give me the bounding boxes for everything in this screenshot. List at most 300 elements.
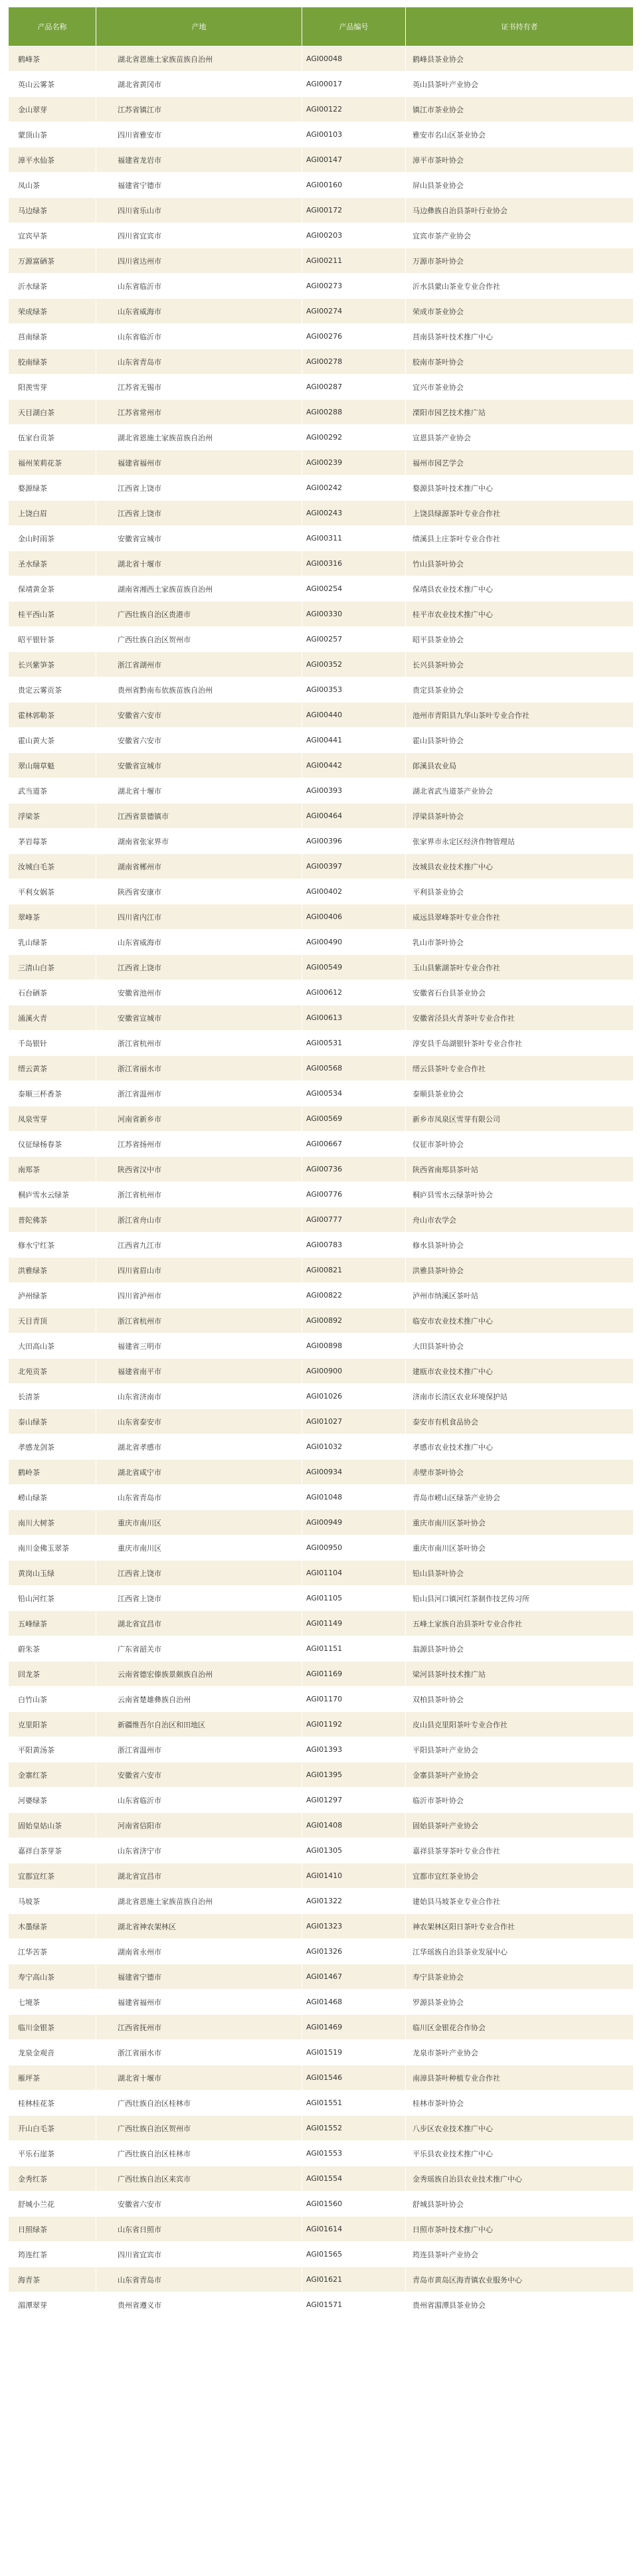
origin-cell: 湖北省宜昌市 bbox=[96, 1611, 302, 1636]
product-name-cell: 江华苦茶 bbox=[9, 1939, 96, 1964]
product-code-cell: AGI00441 bbox=[302, 728, 406, 753]
product-name-cell: 霍林郭勒茶 bbox=[9, 703, 96, 728]
product-code-cell: AGI01571 bbox=[302, 2292, 406, 2318]
product-name-cell: 漳平水仙茶 bbox=[9, 147, 96, 173]
product-name-cell: 泰顺三杯香茶 bbox=[9, 1081, 96, 1106]
table-row bbox=[9, 97, 634, 122]
product-code-cell: AGI01395 bbox=[302, 1762, 406, 1788]
origin-cell: 重庆市南川区 bbox=[96, 1535, 302, 1561]
table-row bbox=[9, 1308, 634, 1333]
origin-cell: 云南省德宏傣族景颇族自治州 bbox=[96, 1662, 302, 1687]
product-name-cell: 汝城白毛茶 bbox=[9, 854, 96, 879]
origin-cell: 湖北省恩施土家族苗族自治州 bbox=[96, 46, 302, 72]
origin-cell: 浙江省湖州市 bbox=[96, 652, 302, 677]
product-name-cell: 荣成绿茶 bbox=[9, 299, 96, 324]
certificate-holder-cell: 缙云县茶叶专业合作社 bbox=[406, 1056, 634, 1081]
table-row bbox=[9, 2116, 634, 2141]
product-code-cell: AGI01468 bbox=[302, 1990, 406, 2015]
origin-cell: 福建省龙岩市 bbox=[96, 147, 302, 173]
origin-cell: 江西省景德镇市 bbox=[96, 804, 302, 829]
origin-cell: 山东省泰安市 bbox=[96, 1409, 302, 1434]
product-code-cell: AGI01551 bbox=[302, 2091, 406, 2116]
table-row bbox=[9, 1611, 634, 1636]
table-row bbox=[9, 1662, 634, 1687]
certificate-holder-cell: 莒南县茶叶技术推广中心 bbox=[406, 324, 634, 349]
certificate-holder-cell: 池州市青阳县九华山茶叶专业合作社 bbox=[406, 703, 634, 728]
certificate-holder-cell: 桂林市茶叶协会 bbox=[406, 2091, 634, 2116]
origin-cell: 浙江省杭州市 bbox=[96, 1308, 302, 1333]
product-code-cell: AGI00172 bbox=[302, 198, 406, 223]
product-code-cell: AGI00273 bbox=[302, 274, 406, 299]
table-row bbox=[9, 652, 634, 677]
certificate-holder-cell: 宜都市宜红茶业协会 bbox=[406, 1863, 634, 1889]
table-row bbox=[9, 955, 634, 980]
certificate-holder-cell: 淳安县千岛湖银针茶叶专业合作社 bbox=[406, 1031, 634, 1056]
product-name-cell: 蔚朱茶 bbox=[9, 1636, 96, 1662]
certificate-holder-cell: 霍山县茶叶协会 bbox=[406, 728, 634, 753]
table-row bbox=[9, 2015, 634, 2040]
certificate-holder-cell: 绩溪县上庄茶叶专业合作社 bbox=[406, 526, 634, 551]
origin-cell: 四川省眉山市 bbox=[96, 1258, 302, 1283]
certificate-holder-cell: 长兴县茶叶协会 bbox=[406, 652, 634, 677]
origin-cell: 山东省济宁市 bbox=[96, 1838, 302, 1863]
origin-cell: 广西壮族自治区桂林市 bbox=[96, 2141, 302, 2166]
table-row bbox=[9, 728, 634, 753]
table-row bbox=[9, 1687, 634, 1712]
product-name-cell: 三清山白茶 bbox=[9, 955, 96, 980]
product-code-cell: AGI00257 bbox=[302, 627, 406, 652]
table-row bbox=[9, 1964, 634, 1990]
header-certificate-holder: 证书持有者 bbox=[406, 7, 634, 46]
product-name-cell: 长兴紫笋茶 bbox=[9, 652, 96, 677]
certificate-holder-cell: 郎溪县农业局 bbox=[406, 753, 634, 778]
origin-cell: 江苏省扬州市 bbox=[96, 1132, 302, 1157]
certificate-holder-cell: 翁源县茶叶协会 bbox=[406, 1636, 634, 1662]
table-row bbox=[9, 198, 634, 223]
origin-cell: 山东省临沂市 bbox=[96, 1788, 302, 1813]
origin-cell: 江西省九江市 bbox=[96, 1233, 302, 1258]
origin-cell: 福建省福州市 bbox=[96, 1990, 302, 2015]
origin-cell: 四川省内江市 bbox=[96, 904, 302, 930]
table-row bbox=[9, 1434, 634, 1460]
table-row bbox=[9, 1990, 634, 2015]
certificate-holder-cell: 舒城县茶叶协会 bbox=[406, 2191, 634, 2217]
product-code-cell: AGI00393 bbox=[302, 778, 406, 804]
certificate-holder-cell: 贵定县茶业协会 bbox=[406, 677, 634, 703]
product-code-cell: AGI00531 bbox=[302, 1031, 406, 1056]
product-code-cell: AGI00311 bbox=[302, 526, 406, 551]
product-code-cell: AGI01393 bbox=[302, 1737, 406, 1762]
product-code-cell: AGI00900 bbox=[302, 1359, 406, 1384]
origin-cell: 河南省信阳市 bbox=[96, 1813, 302, 1838]
product-name-cell: 桐庐雪水云绿茶 bbox=[9, 1182, 96, 1207]
table-row bbox=[9, 2091, 634, 2116]
certificate-holder-cell: 泸州市纳溪区茶叶站 bbox=[406, 1283, 634, 1308]
product-name-cell: 宜都宜红茶 bbox=[9, 1863, 96, 1889]
product-name-cell: 南郑茶 bbox=[9, 1157, 96, 1182]
product-name-cell: 翠山瑞草魁 bbox=[9, 753, 96, 778]
certificate-holder-cell: 乳山市茶叶协会 bbox=[406, 930, 634, 955]
origin-cell: 山东省青岛市 bbox=[96, 349, 302, 375]
product-code-cell: AGI00568 bbox=[302, 1056, 406, 1081]
product-name-cell: 孝感龙剑茶 bbox=[9, 1434, 96, 1460]
certificate-holder-cell: 赤壁市茶叶协会 bbox=[406, 1460, 634, 1485]
origin-cell: 浙江省丽水市 bbox=[96, 1056, 302, 1081]
product-name-cell: 大田高山茶 bbox=[9, 1333, 96, 1359]
product-name-cell: 河婆绿茶 bbox=[9, 1788, 96, 1813]
certificate-holder-cell: 宜宾市茶产业协会 bbox=[406, 223, 634, 248]
origin-cell: 江苏省镇江市 bbox=[96, 97, 302, 122]
origin-cell: 山东省威海市 bbox=[96, 930, 302, 955]
product-code-cell: AGI00292 bbox=[302, 425, 406, 450]
table-row bbox=[9, 324, 634, 349]
certificate-holder-cell: 雅安市名山区茶业协会 bbox=[406, 122, 634, 147]
origin-cell: 浙江省舟山市 bbox=[96, 1207, 302, 1233]
certificate-holder-cell: 金寨县茶叶产业协会 bbox=[406, 1762, 634, 1788]
origin-cell: 浙江省温州市 bbox=[96, 1081, 302, 1106]
table-row bbox=[9, 854, 634, 879]
table-row bbox=[9, 2040, 634, 2065]
origin-cell: 山东省济南市 bbox=[96, 1384, 302, 1409]
product-code-cell: AGI00613 bbox=[302, 1005, 406, 1031]
product-code-cell: AGI00203 bbox=[302, 223, 406, 248]
table-row bbox=[9, 2217, 634, 2242]
product-name-cell: 泸州绿茶 bbox=[9, 1283, 96, 1308]
product-code-cell: AGI01614 bbox=[302, 2217, 406, 2242]
certificate-holder-cell: 重庆市南川区茶叶协会 bbox=[406, 1535, 634, 1561]
product-code-cell: AGI01026 bbox=[302, 1384, 406, 1409]
product-name-cell: 茅岩莓茶 bbox=[9, 829, 96, 854]
certificate-holder-cell: 平利县茶业协会 bbox=[406, 879, 634, 904]
table-row bbox=[9, 1762, 634, 1788]
certificate-holder-cell: 大田县茶叶协会 bbox=[406, 1333, 634, 1359]
product-name-cell: 圣水绿茶 bbox=[9, 551, 96, 576]
header-product-code: 产品编号 bbox=[302, 7, 406, 46]
origin-cell: 湖北省十堰市 bbox=[96, 2065, 302, 2091]
table-row bbox=[9, 930, 634, 955]
product-code-cell: AGI00776 bbox=[302, 1182, 406, 1207]
origin-cell: 陕西省安康市 bbox=[96, 879, 302, 904]
product-code-cell: AGI01297 bbox=[302, 1788, 406, 1813]
table-row bbox=[9, 1384, 634, 1409]
product-name-cell: 乳山绿茶 bbox=[9, 930, 96, 955]
product-name-cell: 英山云雾茶 bbox=[9, 72, 96, 97]
product-name-cell: 木墨绿茶 bbox=[9, 1914, 96, 1939]
certificate-holder-cell: 万源市茶叶协会 bbox=[406, 248, 634, 274]
product-name-cell: 北苑贡茶 bbox=[9, 1359, 96, 1384]
origin-cell: 湖南省郴州市 bbox=[96, 854, 302, 879]
origin-cell: 四川省宜宾市 bbox=[96, 2242, 302, 2267]
product-code-cell: AGI00243 bbox=[302, 501, 406, 526]
table-row bbox=[9, 1258, 634, 1283]
origin-cell: 浙江省温州市 bbox=[96, 1737, 302, 1762]
product-name-cell: 筠连红茶 bbox=[9, 2242, 96, 2267]
table-row bbox=[9, 1813, 634, 1838]
certificate-holder-cell: 沂水县蒙山茶业专业合作社 bbox=[406, 274, 634, 299]
certificate-holder-cell: 宣恩县茶产业协会 bbox=[406, 425, 634, 450]
certificate-holder-cell: 平阳县茶叶产业协会 bbox=[406, 1737, 634, 1762]
table-row bbox=[9, 1182, 634, 1207]
origin-cell: 贵州省遵义市 bbox=[96, 2292, 302, 2318]
product-code-cell: AGI00406 bbox=[302, 904, 406, 930]
origin-cell: 福建省宁德市 bbox=[96, 1964, 302, 1990]
origin-cell: 安徽省池州市 bbox=[96, 980, 302, 1005]
table-row bbox=[9, 1283, 634, 1308]
origin-cell: 湖北省孝感市 bbox=[96, 1434, 302, 1460]
certificate-holder-cell: 皮山县克里阳茶叶专业合作社 bbox=[406, 1712, 634, 1737]
table-row bbox=[9, 1535, 634, 1561]
table-row bbox=[9, 1737, 634, 1762]
product-code-cell: AGI00822 bbox=[302, 1283, 406, 1308]
product-name-cell: 黄岗山玉绿 bbox=[9, 1561, 96, 1586]
origin-cell: 安徽省六安市 bbox=[96, 2191, 302, 2217]
certificate-holder-cell: 威远县翠峰茶叶专业合作社 bbox=[406, 904, 634, 930]
product-name-cell: 昭平银针茶 bbox=[9, 627, 96, 652]
product-code-cell: AGI01621 bbox=[302, 2267, 406, 2292]
certificate-holder-cell: 保靖县农业技术推广中心 bbox=[406, 576, 634, 602]
certificate-holder-cell: 桂平市农业技术推广中心 bbox=[406, 602, 634, 627]
product-name-cell: 湄潭翠芽 bbox=[9, 2292, 96, 2318]
product-code-cell: AGI01192 bbox=[302, 1712, 406, 1737]
certificate-holder-cell: 南漳县茶叶种植专业合作社 bbox=[406, 2065, 634, 2091]
certificate-holder-cell: 八步区农业技术推广中心 bbox=[406, 2116, 634, 2141]
origin-cell: 四川省达州市 bbox=[96, 248, 302, 274]
product-name-cell: 保靖黄金茶 bbox=[9, 576, 96, 602]
origin-cell: 福建省宁德市 bbox=[96, 173, 302, 198]
certificate-holder-cell: 张家界市永定区经济作物管理站 bbox=[406, 829, 634, 854]
origin-cell: 湖南省湘西土家族苗族自治州 bbox=[96, 576, 302, 602]
table-row bbox=[9, 627, 634, 652]
product-code-cell: AGI01469 bbox=[302, 2015, 406, 2040]
origin-cell: 四川省宜宾市 bbox=[96, 223, 302, 248]
product-name-cell: 凤山茶 bbox=[9, 173, 96, 198]
origin-cell: 福建省南平市 bbox=[96, 1359, 302, 1384]
origin-cell: 湖南省张家界市 bbox=[96, 829, 302, 854]
product-name-cell: 寿宁高山茶 bbox=[9, 1964, 96, 1990]
product-code-cell: AGI01027 bbox=[302, 1409, 406, 1434]
product-name-cell: 天目湖白茶 bbox=[9, 400, 96, 425]
product-code-cell: AGI01553 bbox=[302, 2141, 406, 2166]
certificate-holder-cell: 玉山县紫湖茶叶专业合作社 bbox=[406, 955, 634, 980]
origin-cell: 湖北省恩施土家族苗族自治州 bbox=[96, 425, 302, 450]
product-name-cell: 崂山绿茶 bbox=[9, 1485, 96, 1510]
table-row bbox=[9, 2065, 634, 2091]
table-row bbox=[9, 1636, 634, 1662]
product-code-cell: AGI01104 bbox=[302, 1561, 406, 1586]
origin-cell: 河南省新乡市 bbox=[96, 1106, 302, 1132]
table-row bbox=[9, 1586, 634, 1611]
product-name-cell: 金山时雨茶 bbox=[9, 526, 96, 551]
product-name-cell: 平利女娲茶 bbox=[9, 879, 96, 904]
table-row bbox=[9, 753, 634, 778]
product-name-cell: 万源富硒茶 bbox=[9, 248, 96, 274]
product-name-cell: 固始皇姑山茶 bbox=[9, 1813, 96, 1838]
certificate-holder-cell: 胶南市茶叶协会 bbox=[406, 349, 634, 375]
origin-cell: 广西壮族自治区贺州市 bbox=[96, 627, 302, 652]
origin-cell: 福建省福州市 bbox=[96, 450, 302, 475]
table-row bbox=[9, 2292, 634, 2318]
table-row bbox=[9, 147, 634, 173]
origin-cell: 贵州省黔南布依族苗族自治州 bbox=[96, 677, 302, 703]
origin-cell: 四川省雅安市 bbox=[96, 122, 302, 147]
origin-cell: 安徽省宣城市 bbox=[96, 753, 302, 778]
product-code-cell: AGI01169 bbox=[302, 1662, 406, 1687]
product-name-cell: 龙泉金观音 bbox=[9, 2040, 96, 2065]
certificate-holder-cell: 安徽省泾县火青茶叶专业合作社 bbox=[406, 1005, 634, 1031]
product-name-cell: 南川大树茶 bbox=[9, 1510, 96, 1535]
origin-cell: 广西壮族自治区来宾市 bbox=[96, 2166, 302, 2191]
origin-cell: 安徽省六安市 bbox=[96, 1762, 302, 1788]
certificate-holder-cell: 青岛市黄岛区海青镇农业服务中心 bbox=[406, 2267, 634, 2292]
certificate-holder-cell: 青岛市崂山区绿茶产业协会 bbox=[406, 1485, 634, 1510]
table-row bbox=[9, 1838, 634, 1863]
certificate-holder-cell: 临川区金银花合作协会 bbox=[406, 2015, 634, 2040]
origin-cell: 重庆市南川区 bbox=[96, 1510, 302, 1535]
product-code-cell: AGI00147 bbox=[302, 147, 406, 173]
product-code-cell: AGI00316 bbox=[302, 551, 406, 576]
product-code-cell: AGI01322 bbox=[302, 1889, 406, 1914]
product-code-cell: AGI00612 bbox=[302, 980, 406, 1005]
origin-cell: 安徽省宣城市 bbox=[96, 526, 302, 551]
product-code-cell: AGI01554 bbox=[302, 2166, 406, 2191]
product-name-cell: 上饶白眉 bbox=[9, 501, 96, 526]
header-product-name: 产品名称 bbox=[9, 7, 96, 46]
product-code-cell: AGI01519 bbox=[302, 2040, 406, 2065]
product-code-cell: AGI00777 bbox=[302, 1207, 406, 1233]
table-row bbox=[9, 1712, 634, 1737]
product-name-cell: 回龙茶 bbox=[9, 1662, 96, 1687]
table-row bbox=[9, 1359, 634, 1384]
product-name-cell: 福州茉莉花茶 bbox=[9, 450, 96, 475]
certificate-holder-cell: 固始县茶叶产业协会 bbox=[406, 1813, 634, 1838]
product-code-cell: AGI01149 bbox=[302, 1611, 406, 1636]
product-code-cell: AGI01032 bbox=[302, 1434, 406, 1460]
origin-cell: 江苏省无锡市 bbox=[96, 375, 302, 400]
table-row bbox=[9, 274, 634, 299]
product-code-cell: AGI00242 bbox=[302, 475, 406, 501]
product-code-cell: AGI00950 bbox=[302, 1535, 406, 1561]
product-code-cell: AGI00353 bbox=[302, 677, 406, 703]
product-name-cell: 铅山河红茶 bbox=[9, 1586, 96, 1611]
product-code-cell: AGI00017 bbox=[302, 72, 406, 97]
table-row bbox=[9, 804, 634, 829]
table-row bbox=[9, 526, 634, 551]
certificate-holder-cell: 济南市长清区农业环境保护站 bbox=[406, 1384, 634, 1409]
product-name-cell: 鹤峰茶 bbox=[9, 46, 96, 72]
certificate-holder-cell: 嘉祥县茶芽茶叶专业合作社 bbox=[406, 1838, 634, 1863]
product-name-cell: 克里阳茶 bbox=[9, 1712, 96, 1737]
origin-cell: 山东省威海市 bbox=[96, 299, 302, 324]
certificate-holder-cell: 孝感市农业技术推广中心 bbox=[406, 1434, 634, 1460]
table-row bbox=[9, 1460, 634, 1485]
table-row bbox=[9, 122, 634, 147]
certificate-holder-cell: 汝城县农业技术推广中心 bbox=[406, 854, 634, 879]
table-row bbox=[9, 1485, 634, 1510]
certificate-holder-cell: 五峰土家族自治县茶叶专业合作社 bbox=[406, 1611, 634, 1636]
product-name-cell: 海青茶 bbox=[9, 2267, 96, 2292]
table-row bbox=[9, 2191, 634, 2217]
table-row bbox=[9, 223, 634, 248]
table-row bbox=[9, 703, 634, 728]
certificate-holder-cell: 江华瑶族自治县茶业发展中心 bbox=[406, 1939, 634, 1964]
certificate-holder-cell: 镇江市茶业协会 bbox=[406, 97, 634, 122]
origin-cell: 山东省临沂市 bbox=[96, 274, 302, 299]
product-code-cell: AGI00396 bbox=[302, 829, 406, 854]
product-name-cell: 缙云黄茶 bbox=[9, 1056, 96, 1081]
certificate-holder-cell: 铅山县河口镇河红茶制作技艺传习所 bbox=[406, 1586, 634, 1611]
product-code-cell: AGI01552 bbox=[302, 2116, 406, 2141]
origin-cell: 湖北省神农架林区 bbox=[96, 1914, 302, 1939]
product-code-cell: AGI00048 bbox=[302, 46, 406, 72]
table-row bbox=[9, 778, 634, 804]
certificate-holder-cell: 寿宁县茶业协会 bbox=[406, 1964, 634, 1990]
product-name-cell: 金秀红茶 bbox=[9, 2166, 96, 2191]
origin-cell: 浙江省杭州市 bbox=[96, 1182, 302, 1207]
table-row bbox=[9, 1157, 634, 1182]
table-row bbox=[9, 1510, 634, 1535]
origin-cell: 广西壮族自治区贺州市 bbox=[96, 2116, 302, 2141]
origin-cell: 湖北省恩施土家族苗族自治州 bbox=[96, 1889, 302, 1914]
table-row bbox=[9, 551, 634, 576]
certificate-holder-cell: 宜兴市茶业协会 bbox=[406, 375, 634, 400]
table-row bbox=[9, 349, 634, 375]
table-row bbox=[9, 299, 634, 324]
certificate-holder-cell: 婺源县茶叶技术推广中心 bbox=[406, 475, 634, 501]
origin-cell: 湖北省十堰市 bbox=[96, 551, 302, 576]
table-row bbox=[9, 46, 634, 72]
product-code-cell: AGI00254 bbox=[302, 576, 406, 602]
product-name-cell: 凤泉雪芽 bbox=[9, 1106, 96, 1132]
product-name-cell: 修水宁红茶 bbox=[9, 1233, 96, 1258]
product-name-cell: 宜宾早茶 bbox=[9, 223, 96, 248]
product-name-cell: 白竹山茶 bbox=[9, 1687, 96, 1712]
product-name-cell: 金山翠芽 bbox=[9, 97, 96, 122]
table-row bbox=[9, 576, 634, 602]
certificate-holder-cell: 漳平市茶叶协会 bbox=[406, 147, 634, 173]
product-code-cell: AGI00274 bbox=[302, 299, 406, 324]
origin-cell: 江西省上饶市 bbox=[96, 501, 302, 526]
table-header bbox=[9, 7, 634, 46]
origin-cell: 湖北省咸宁市 bbox=[96, 1460, 302, 1485]
product-name-cell: 舒城小兰花 bbox=[9, 2191, 96, 2217]
product-code-cell: AGI01305 bbox=[302, 1838, 406, 1863]
product-name-cell: 临川金银茶 bbox=[9, 2015, 96, 2040]
origin-cell: 山东省青岛市 bbox=[96, 1485, 302, 1510]
certificate-holder-cell: 铅山县茶叶协会 bbox=[406, 1561, 634, 1586]
certificate-holder-cell: 马边彝族自治县茶叶行业协会 bbox=[406, 198, 634, 223]
product-name-cell: 平乐石崖茶 bbox=[9, 2141, 96, 2166]
product-code-cell: AGI00783 bbox=[302, 1233, 406, 1258]
origin-cell: 江苏省常州市 bbox=[96, 400, 302, 425]
product-code-cell: AGI01048 bbox=[302, 1485, 406, 1510]
product-name-cell: 马坡茶 bbox=[9, 1889, 96, 1914]
product-name-cell: 石台硒茶 bbox=[9, 980, 96, 1005]
origin-cell: 安徽省六安市 bbox=[96, 728, 302, 753]
product-code-cell: AGI00440 bbox=[302, 703, 406, 728]
origin-cell: 安徽省宣城市 bbox=[96, 1005, 302, 1031]
table-body bbox=[9, 46, 634, 2318]
origin-cell: 湖北省十堰市 bbox=[96, 778, 302, 804]
product-code-cell: AGI00569 bbox=[302, 1106, 406, 1132]
product-code-cell: AGI00442 bbox=[302, 753, 406, 778]
product-name-cell: 鹤岭茶 bbox=[9, 1460, 96, 1485]
table-row bbox=[9, 1005, 634, 1031]
origin-cell: 云南省楚雄彝族自治州 bbox=[96, 1687, 302, 1712]
origin-cell: 湖南省永州市 bbox=[96, 1939, 302, 1964]
product-code-cell: AGI01326 bbox=[302, 1939, 406, 1964]
origin-cell: 江西省上饶市 bbox=[96, 1561, 302, 1586]
product-name-cell: 南川金佛玉翠茶 bbox=[9, 1535, 96, 1561]
